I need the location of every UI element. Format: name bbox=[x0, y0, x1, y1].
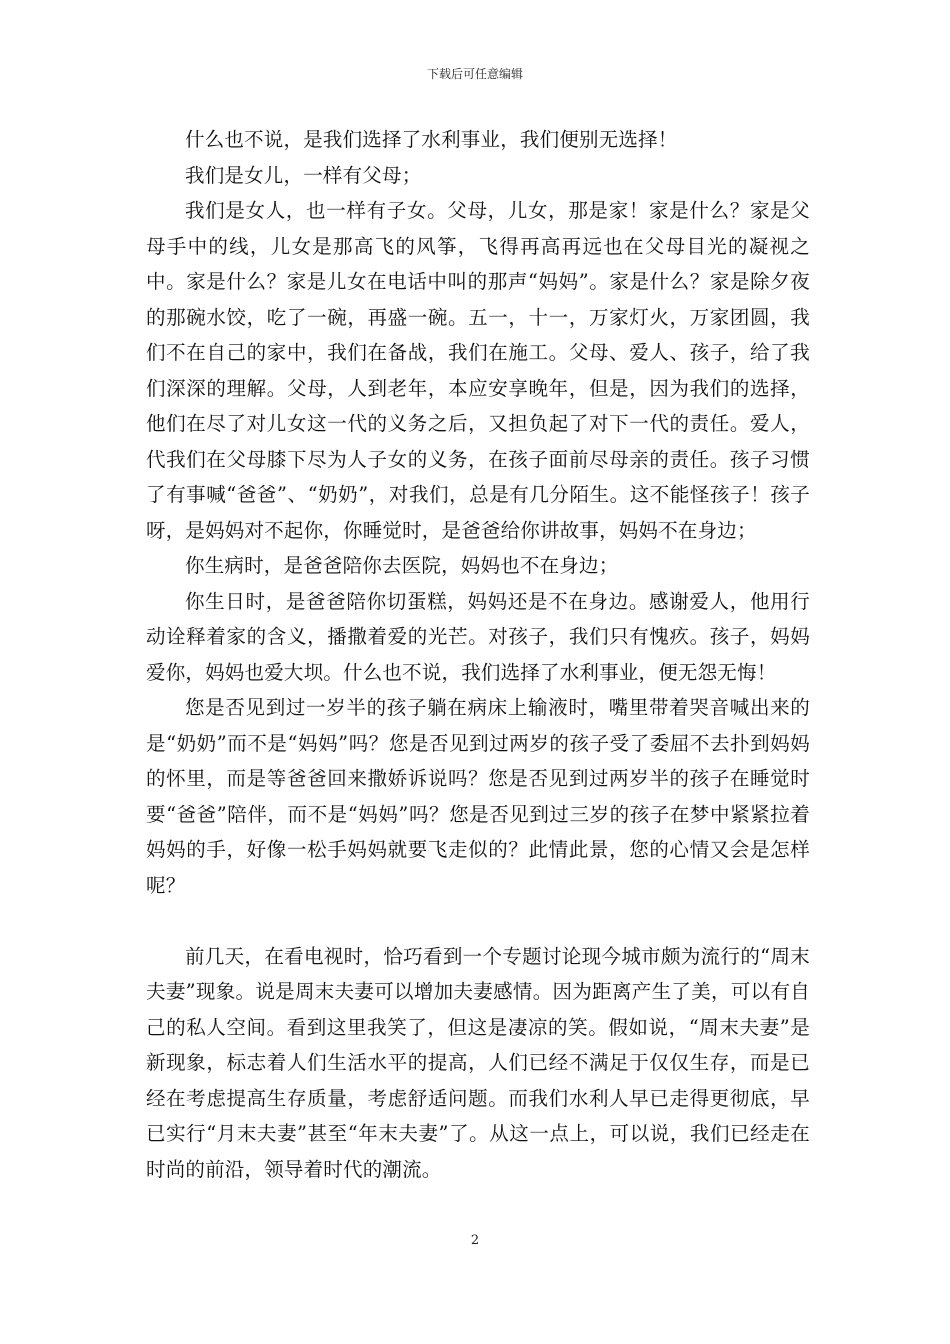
paragraph: 您是否见到过一岁半的孩子躺在病床上输液时，嘴里带着哭音喊出来的是“奶奶”而不是“妈妈”吗？您是否见到过两岁的孩子受了委屈不去扑到妈妈的怀里，而是等爸爸回来撒娇诉说吗？您是否见到过两岁半的孩子在睡觉时要“爸爸”陪伴，而不是“妈妈”吗？您是否见到过三岁的孩子在梦中紧紧拉着妈妈的手，好像一松手妈妈就要飞走似的？此情此景，您的心情又会是怎样呢？ bbox=[146, 696, 810, 897]
paragraph: 你生日时，是爸爸陪你切蛋糕，妈妈还是不在身边。感谢爱人，他用行动诠释着家的含义，播撒着爱的光芒。对孩子，我们只有愧疚。孩子，妈妈爱你，妈妈也爱大坝。什么也不说，我们选择了水利事业，便无怨无悔！ bbox=[146, 589, 810, 684]
paragraph: 我们是女人，也一样有子女。父母，儿女，那是家！家是什么？家是父母手中的线，儿女是那高飞的风筝，飞得再高再远也在父母目光的凝视之中。家是什么？家是儿女在电话中叫的那声“妈妈”。家是什么？家是除夕夜的那碗水饺，吃了一碗，再盛一碗。五一，十一，万家灯火，万家团圆，我们不在自己的家中，我们在备战，我们在施工。父母、爱人、孩子，给了我们深深的理解。父母，人到老年，本应安享晚年，但是，因为我们的选择，他们在尽了对儿女这一代的义务之后，又担负起了对下一代的责任。爱人，代我们在父母膝下尽为人子女的义务，在孩子面前尽母亲的责任。孩子习惯了有事喊“爸爸”、“奶奶”，对我们，总是有几分陌生。这不能怪孩子！孩子呀，是妈妈对不起你，你睡觉时，是爸爸给你讲故事，妈妈不在身边； bbox=[146, 199, 810, 542]
page-header: 下载后可任意编辑 bbox=[426, 67, 523, 81]
page-number: 2 bbox=[470, 1233, 480, 1248]
document-body bbox=[146, 122, 810, 1187]
paragraph-spacer bbox=[146, 903, 810, 939]
paragraph: 你生病时，是爸爸陪你去医院，妈妈也不在身边； bbox=[185, 554, 619, 577]
paragraph: 我们是女儿，一样有父母； bbox=[185, 163, 422, 187]
paragraph: 什么也不说，是我们选择了水利事业，我们便别无选择！ bbox=[185, 128, 678, 151]
paragraph: 前几天，在看电视时，恰巧看到一个专题讨论现今城市颇为流行的“周末夫妻”现象。说是周末夫妻可以增加夫妻感情。因为距离产生了美，可以有自己的私人空间。看到这里我笑了，但这是凄凉的笑。假如说，“周末夫妻”是新现象，标志着人们生活水平的提高，人们已经不满足于仅仅生存，而是已经在考虑提高生存质量，考虑舒适问题。而我们水利人早已走得更彻底，早已实行“月末夫妻”甚至“年末夫妻”了。从这一点上，可以说，我们已经走在时尚的前沿，领导着时代的潮流。 bbox=[146, 944, 810, 1181]
